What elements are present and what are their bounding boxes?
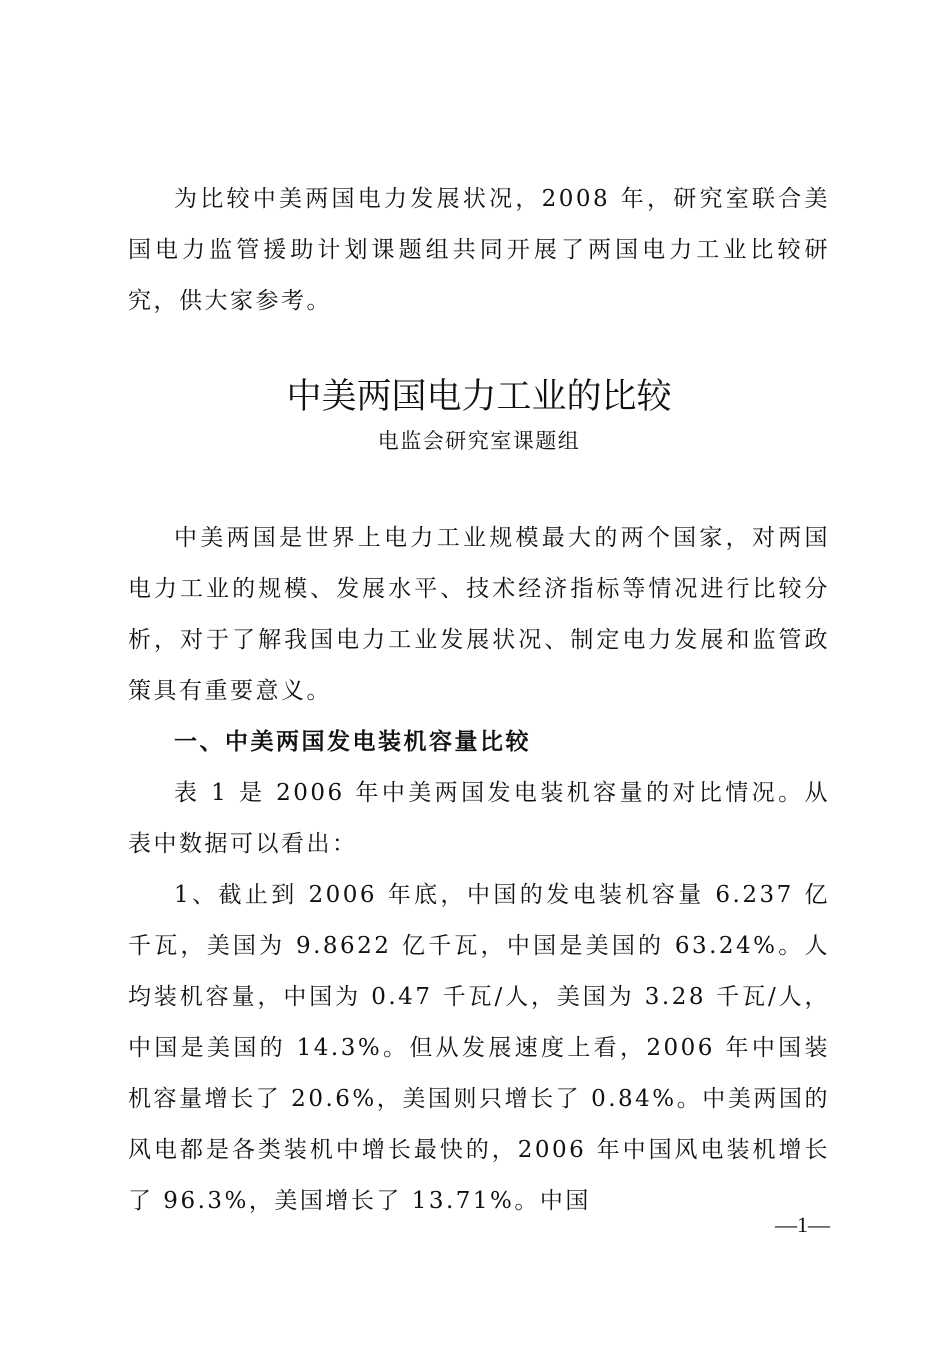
page-number: —1— <box>775 1212 830 1237</box>
section-heading: 一、中美两国发电装机容量比较 <box>174 729 531 755</box>
body-paragraph-table-intro: 表 1 是 2006 年中美两国发电装机容量的对比情况。从表中数据可以看出： <box>128 780 830 857</box>
section-spacer <box>128 459 830 513</box>
article-byline: 电监会研究室课题组 <box>377 429 581 453</box>
page-content <box>128 174 830 1227</box>
body-paragraph-point-1: 1、截止到 2006 年底，中国的发电装机容量 6.237 亿千瓦，美国为 9.8622 亿千瓦，中国是美国的 63.24%。人均装机容量，中国为 0.47 千瓦/人，美国为 3.28 千瓦/人，中国是美国的 14.3%。但从发展速度上看，2006 年中国装机容量增长了 20.6%，美国则只增长了 0.84%。中美两国的风电都是各类装机中增长最快的，2006 年中国风电装机增长了 96.3%，美国增长了 13.71%。中国 <box>128 882 830 1214</box>
article-title: 中美两国电力工业的比较 <box>286 377 672 417</box>
body-paragraph-intro: 中美两国是世界上电力工业规模最大的两个国家，对两国电力工业的规模、发展水平、技术经济指标等情况进行比较分析，对于了解我国电力工业发展状况、制定电力发展和监管政策具有重要意义。 <box>128 525 830 704</box>
intro-paragraph: 为比较中美两国电力发展状况，2008 年，研究室联合美国电力监管援助计划课题组共同开展了两国电力工业比较研究，供大家参考。 <box>128 186 830 314</box>
